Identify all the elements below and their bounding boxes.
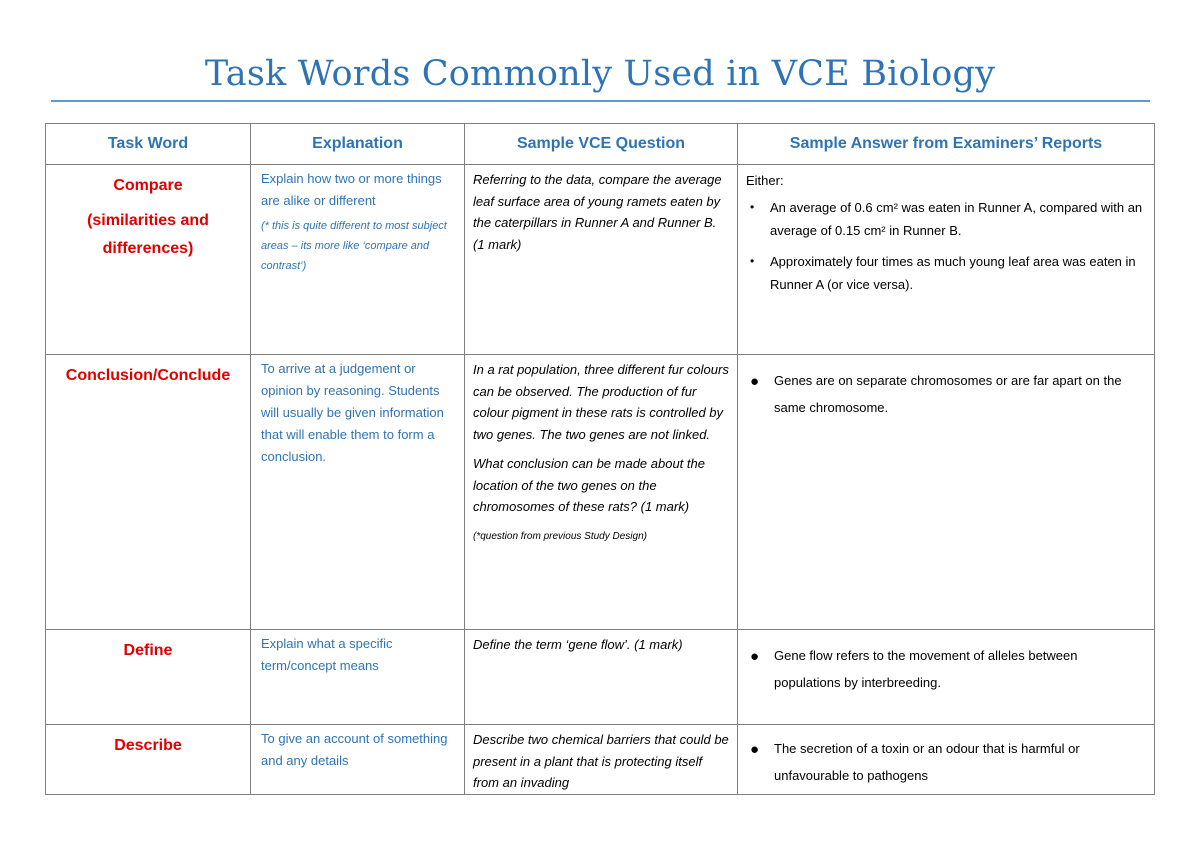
table-row [46,355,1155,630]
explanation-cell [251,630,465,725]
title-underline [51,100,1150,102]
table-row [46,630,1155,725]
question-cell [465,165,738,355]
task-words-table [45,123,1155,795]
list-item: ● Gene flow refers to the movement of alleles between populations by interbreeding. [774,642,1146,696]
explanation-note: (* this is quite different to most subject areas – its more like ‘compare and contrast’) [261,220,447,272]
answer-list [746,196,1146,296]
header-explanation: Explanation [251,124,465,165]
explanation-text: Explain what a specific term/concept means [261,636,393,673]
explanation-text: To arrive at a judgement or opinion by reasoning. Students will usually be given information that will enable them to form a conclusion. [261,361,444,464]
task-word-cell [46,165,251,355]
question-text: In a rat population, three different fur colours can be observed. The production of fur colour pigment in these rats is controlled by two genes. The two genes are not linked. [473,362,729,442]
explanation-cell [251,165,465,355]
task-word-cell [46,725,251,795]
answer-list [746,642,1146,696]
header-task-word: Task Word [46,124,251,165]
answer-cell [738,355,1155,630]
bullet-icon: • [750,200,755,214]
task-word-sub: (similarities and differences) [87,211,209,257]
list-item: ● Genes are on separate chromosomes or are far apart on the same chromosome. [774,367,1146,421]
question-cell [465,725,738,795]
task-word: Compare [113,177,183,194]
answer-cell [738,165,1155,355]
bullet-icon: ● [750,741,760,758]
header-sample-answer: Sample Answer from Examiners’ Reports [738,124,1155,165]
question-text: Define the term ‘gene flow’. (1 mark) [473,637,683,652]
explanation-text: Explain how two or more things are alike or different [261,171,442,208]
bullet-icon: ● [750,648,760,665]
bullet-icon: • [750,254,755,268]
bullet-icon: ● [750,373,760,390]
answer-list [746,367,1146,421]
table-header-row [46,124,1155,165]
answer-list [746,735,1146,789]
answer-intro: Either: [746,173,784,188]
list-item: ● The secretion of a toxin or an odour that is harmful or unfavourable to pathogens [774,735,1146,789]
list-item: • An average of 0.6 cm² was eaten in Runner A, compared with an average of 0.15 cm² in Runner B. [770,196,1146,242]
explanation-text: To give an account of something and any details [261,731,448,768]
task-word-cell [46,355,251,630]
page-title: Task Words Commonly Used in VCE Biology [204,54,996,94]
table-row [46,725,1155,795]
question-text: Describe two chemical barriers that could be present in a plant that is protecting itself from an invading [473,732,729,790]
task-word: Conclusion/Conclude [65,367,231,384]
task-word: Describe [114,737,182,754]
explanation-cell [251,725,465,795]
header-sample-question: Sample VCE Question [465,124,738,165]
list-item: • Approximately four times as much young leaf area was eaten in Runner A (or vice versa). [770,250,1146,296]
answer-cell [738,630,1155,725]
question-text: Referring to the data, compare the average leaf surface area of young ramets eaten by the caterpillars in Runner A and Runner B. (1 mark) [473,172,722,252]
task-word-cell [46,630,251,725]
question-cell [465,630,738,725]
answer-cell [738,725,1155,795]
task-word: Define [123,642,173,659]
question-note: (*question from previous Study Design) [473,530,647,542]
question-text: What conclusion can be made about the location of the two genes on the chromosomes of these rats? (1 mark) [473,456,705,514]
explanation-cell [251,355,465,630]
table-row [46,165,1155,355]
question-cell [465,355,738,630]
